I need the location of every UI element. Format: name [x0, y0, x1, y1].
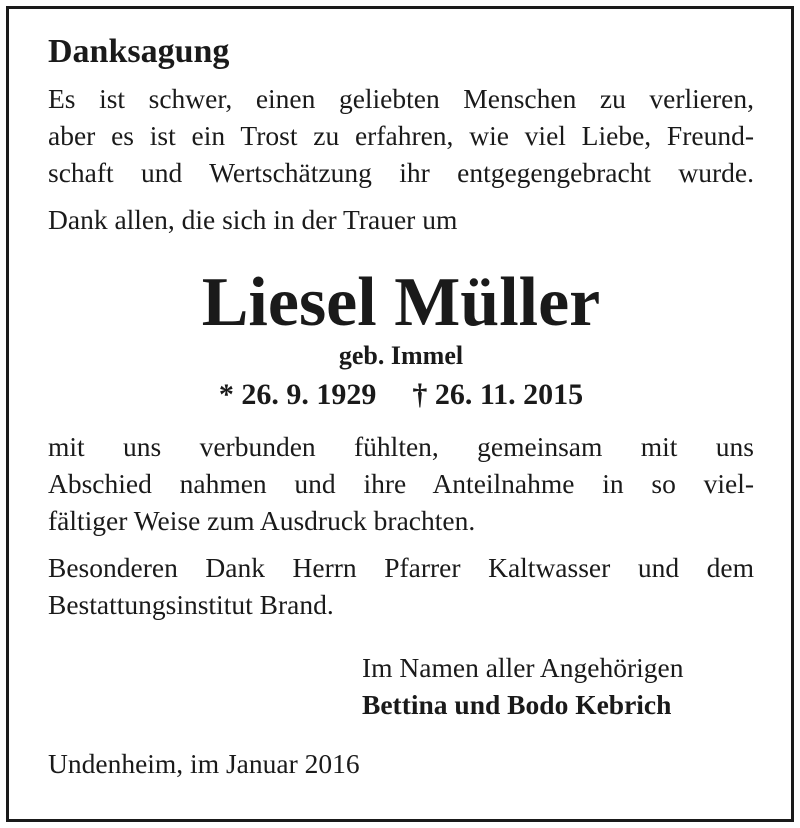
middle-line: fältiger Weise zum Ausdruck brachten.: [48, 505, 476, 536]
special-thanks-paragraph: [48, 549, 754, 623]
birth-date: * 26. 9. 1929: [218, 378, 377, 411]
intro-line: aber es ist ein Trost zu erfahren, wie viel Liebe, Freund-: [48, 120, 754, 151]
deceased-name: Liesel Müller: [201, 264, 601, 341]
obituary-notice: [48, 28, 754, 782]
deceased-born-name: geb. Immel: [338, 341, 464, 370]
special-thanks-line: Besonderen Dank Herrn Pfarrer Kaltwasser und dem: [48, 552, 754, 583]
middle-line: Abschied nahmen und ihre Anteilnahme in so viel-: [48, 468, 754, 499]
intro-line: schaft und Wertschätzung ihr entgegengebracht wurde.: [48, 157, 754, 188]
thanks-paragraph: [48, 201, 754, 238]
intro-paragraph: [48, 80, 754, 191]
signature-block: [362, 649, 754, 723]
life-dates: [48, 376, 754, 414]
death-date: † 26. 11. 2015: [412, 378, 584, 411]
intro-line: Es ist schwer, einen geliebten Menschen zu verlieren,: [48, 83, 754, 114]
special-thanks-line: Bestattungsinstitut Brand.: [48, 589, 334, 620]
middle-line: mit uns verbunden fühlten, gemeinsam mit uns: [48, 431, 754, 462]
signature-names: Bettina und Bodo Kebrich: [362, 689, 672, 720]
on-behalf-line: Im Namen aller Angehörigen: [362, 652, 684, 683]
place-date: Undenheim, im Januar 2016: [48, 748, 360, 779]
thanks-line: Dank allen, die sich in der Trauer um: [48, 204, 458, 235]
middle-paragraph: [48, 428, 754, 539]
notice-heading: Danksagung: [48, 33, 230, 70]
